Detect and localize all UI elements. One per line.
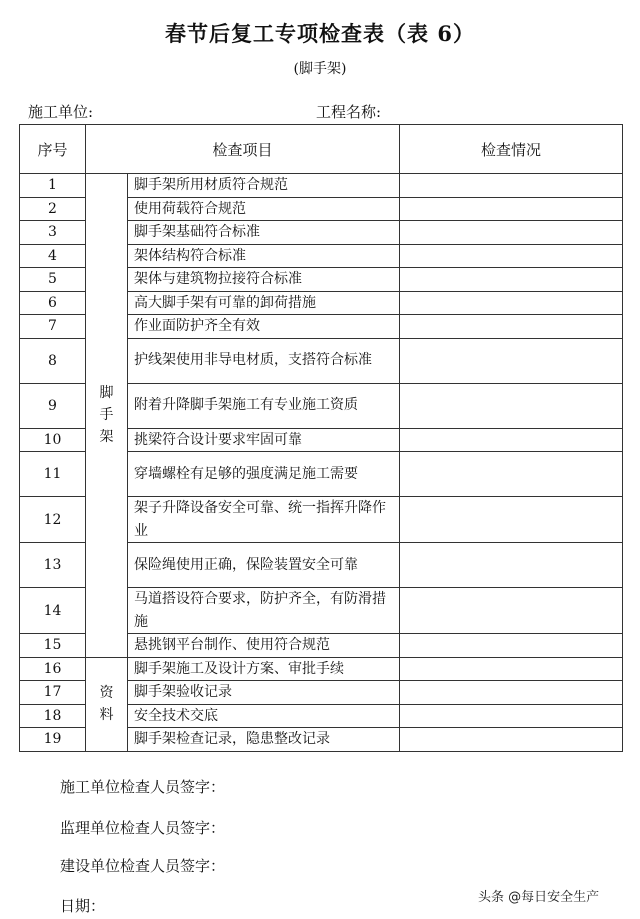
check-item: 脚手架验收记录 [128, 681, 400, 705]
check-item: 架体与建筑物拉接符合标准 [128, 268, 400, 292]
row-number: 5 [20, 268, 86, 292]
row-number: 3 [20, 221, 86, 245]
check-item: 安全技术交底 [128, 704, 400, 728]
construction-unit-label: 施工单位: [28, 103, 94, 121]
check-status-cell[interactable] [400, 315, 623, 339]
row-number: 13 [20, 543, 86, 588]
check-item: 穿墙螺栓有足够的强度满足施工需要 [128, 452, 400, 497]
check-item: 脚手架基础符合标准 [128, 221, 400, 245]
check-status-cell[interactable] [400, 338, 623, 383]
category-cell: 资 料 [86, 657, 128, 751]
row-number: 17 [20, 681, 86, 705]
check-status-cell[interactable] [400, 174, 623, 198]
row-number: 9 [20, 383, 86, 428]
check-status-cell[interactable] [400, 383, 623, 428]
row-number: 14 [20, 588, 86, 634]
check-item: 马道搭设符合要求，防护齐全，有防滑措施 [128, 588, 400, 634]
table-body [20, 174, 623, 752]
check-status-cell[interactable] [400, 197, 623, 221]
check-status-cell[interactable] [400, 268, 623, 292]
watermark: 头条 @每日安全生产 [478, 890, 600, 905]
row-number: 7 [20, 315, 86, 339]
check-status-cell[interactable] [400, 428, 623, 452]
check-item: 保险绳使用正确，保险装置安全可靠 [128, 543, 400, 588]
header-no: 序号 [20, 125, 86, 174]
check-item: 附着升降脚手架施工有专业施工资质 [128, 383, 400, 428]
row-number: 12 [20, 497, 86, 543]
check-status-cell[interactable] [400, 728, 623, 752]
check-item: 脚手架检查记录，隐患整改记录 [128, 728, 400, 752]
row-number: 10 [20, 428, 86, 452]
check-status-cell[interactable] [400, 452, 623, 497]
check-status-cell[interactable] [400, 497, 623, 543]
header-item: 检查项目 [86, 125, 400, 174]
check-status-cell[interactable] [400, 588, 623, 634]
row-number: 16 [20, 657, 86, 681]
check-status-cell[interactable] [400, 657, 623, 681]
check-status-cell[interactable] [400, 543, 623, 588]
check-status-cell[interactable] [400, 634, 623, 658]
table-row [20, 657, 623, 681]
check-status-cell[interactable] [400, 681, 623, 705]
check-item: 脚手架所用材质符合规范 [128, 174, 400, 198]
inspection-table [19, 124, 623, 752]
check-status-cell[interactable] [400, 291, 623, 315]
row-number: 1 [20, 174, 86, 198]
row-number: 2 [20, 197, 86, 221]
check-item: 脚手架施工及设计方案、审批手续 [128, 657, 400, 681]
check-item: 悬挑钢平台制作、使用符合规范 [128, 634, 400, 658]
date-label: 日期： [60, 897, 106, 915]
row-number: 19 [20, 728, 86, 752]
check-status-cell[interactable] [400, 221, 623, 245]
check-item: 高大脚手架有可靠的卸荷措施 [128, 291, 400, 315]
row-number: 15 [20, 634, 86, 658]
category-cell: 脚 手 架 [86, 174, 128, 658]
check-item: 架体结构符合标准 [128, 244, 400, 268]
check-item: 使用荷载符合规范 [128, 197, 400, 221]
check-item: 挑梁符合设计要求牢固可靠 [128, 428, 400, 452]
check-status-cell[interactable] [400, 244, 623, 268]
owner-signature-label: 建设单位检查人员签字： [60, 857, 226, 875]
row-number: 11 [20, 452, 86, 497]
table-row [20, 174, 623, 198]
row-number: 6 [20, 291, 86, 315]
supervision-signature-label: 监理单位检查人员签字： [60, 819, 226, 837]
check-item: 作业面防护齐全有效 [128, 315, 400, 339]
project-name-label: 工程名称: [316, 103, 382, 121]
check-item: 护线架使用非导电材质，支搭符合标准 [128, 338, 400, 383]
document-title: 春节后复工专项检查表（表 6） [165, 21, 475, 46]
row-number: 8 [20, 338, 86, 383]
check-item: 架子升降设备安全可靠、统一指挥升降作业 [128, 497, 400, 543]
document-subtitle: (脚手架) [293, 61, 347, 77]
row-number: 18 [20, 704, 86, 728]
construction-signature-label: 施工单位检查人员签字： [60, 778, 226, 796]
table-header-row [20, 125, 623, 174]
row-number: 4 [20, 244, 86, 268]
header-status: 检查情况 [400, 125, 623, 174]
check-status-cell[interactable] [400, 704, 623, 728]
